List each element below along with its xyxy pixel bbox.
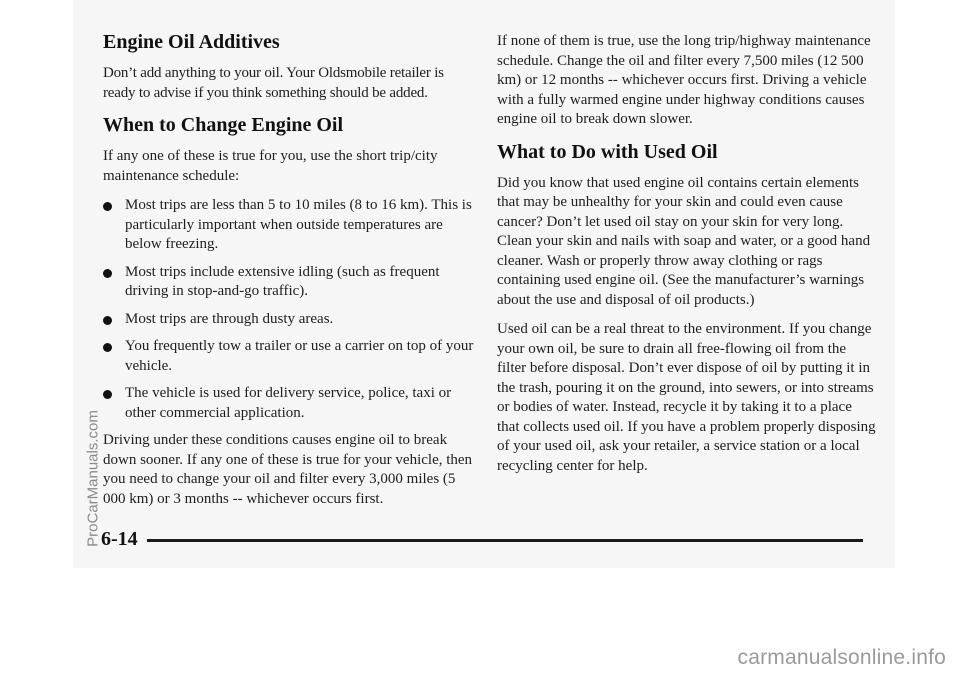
bottom-watermark: carmanualsonline.info — [737, 646, 946, 669]
list-item-text: The vehicle is used for delivery service, police, taxi or other commercial application. — [125, 385, 452, 421]
page-number: 6-14 — [101, 528, 138, 550]
side-watermark — [73, 0, 102, 675]
list-item — [103, 337, 475, 376]
paragraph-additives: Don’t add anything to your oil. Your Oldsmobile retailer is ready to advise if you think something should be added. — [103, 65, 444, 101]
list-item — [103, 196, 475, 255]
page-footer — [101, 527, 863, 551]
heading-used-oil: What to Do with Used Oil — [497, 140, 718, 163]
paragraph-cancer-warning: Did you know that used engine oil contains certain elements that may be unhealthy for your skin and could even cause cancer? Don’t let used oil stay on your skin for very long. Clean your skin and nails with soap and water, or a good hand cleaner. Wash or properly throw away clothing or rags containing used engine oil. (See the manufacturer’s warnings about the use and disposal of oil products.) — [497, 174, 871, 308]
bullet-icon — [103, 269, 112, 278]
left-column — [103, 30, 475, 519]
right-column — [497, 32, 877, 486]
paragraph-intro: If any one of these is true for you, use the short trip/city maintenance schedule: — [103, 148, 438, 184]
list-item — [103, 310, 475, 330]
side-watermark-text: ProCarManuals.com — [84, 410, 102, 547]
conditions-list — [103, 196, 475, 423]
bullet-icon — [103, 343, 112, 352]
paragraph-environment: Used oil can be a real threat to the environment. If you change your own oil, be sure to drain all free-flowing oil from the filter before disposal. Don’t ever dispose of oil by putting it in the trash, pouring it on the ground, into sewers, or into streams or bodies of water. Instead, recycle it by taking it to a place that collects used oil. If you have a problem properly disposing of your used oil, ask your retailer, a service station or a local recycling center for help. — [497, 321, 876, 474]
list-item-text: Most trips include extensive idling (such as frequent driving in stop-and-go traffic). — [125, 263, 440, 299]
footer-rule — [147, 539, 863, 542]
bullet-icon — [103, 202, 112, 211]
bullet-icon — [103, 316, 112, 325]
heading-engine-oil-additives: Engine Oil Additives — [103, 31, 280, 53]
paragraph-none-true: If none of them is true, use the long trip/highway maintenance schedule. Change the oil and filter every 7,500 miles (12 500 km) or 12 months -- whichever occurs first. Driving a vehicle with a fully warmed engine under highway conditions causes engine oil to break down slower. — [497, 33, 871, 127]
list-item — [103, 263, 475, 302]
list-item-text: You frequently tow a trailer or use a carrier on top of your vehicle. — [125, 338, 474, 374]
heading-when-to-change: When to Change Engine Oil — [103, 114, 344, 136]
list-item — [103, 384, 475, 423]
paragraph-conditions: Driving under these conditions causes engine oil to break down sooner. If any one of these is true for your vehicle, then you need to change your oil and filter every 3,000 miles (5 000 km) or 3 months -- whichever occurs first. — [103, 432, 473, 507]
list-item-text: Most trips are through dusty areas. — [125, 310, 334, 327]
list-item-text: Most trips are less than 5 to 10 miles (8 to 16 km). This is particularly important when outside temperatures are below freezing. — [125, 197, 472, 252]
bullet-icon — [103, 390, 112, 399]
